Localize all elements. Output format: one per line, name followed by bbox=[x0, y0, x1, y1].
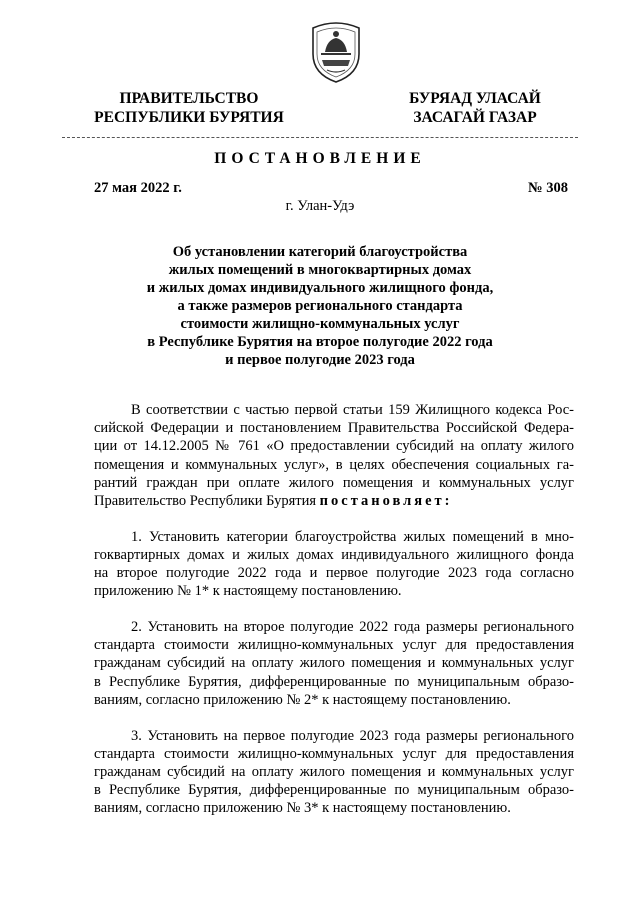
title-line: Об установлении категорий благоустройства bbox=[172, 244, 468, 260]
text-line: рантий граждан при оплате жилого помещения и коммунальных услуг bbox=[94, 474, 574, 491]
resolution-keyword: постановляет: bbox=[319, 493, 453, 510]
government-name-buryat bbox=[400, 89, 550, 127]
text-line: стандарта стоимости жилищно-коммунальных услуг для предоставления bbox=[94, 637, 574, 654]
text-line: помещения и коммунальных услуг», в целях обеспечения социальных га- bbox=[94, 456, 574, 473]
government-name-buryat-line2: ЗАСАГАЙ ГАЗАР bbox=[413, 109, 537, 126]
government-name-line2: РЕСПУБЛИКИ БУРЯТИЯ bbox=[94, 109, 284, 126]
document-type: ПОСТАНОВЛЕНИЕ bbox=[214, 150, 426, 167]
title-line: стоимости жилищно-коммунальных услуг bbox=[180, 316, 460, 332]
government-name-line1: ПРАВИТЕЛЬСТВО bbox=[119, 90, 259, 107]
clause-1-paragraph bbox=[94, 528, 574, 601]
text-line: ции от 14.12.2005 № 761 «О предоставлении субсидий на оплату жилого bbox=[94, 438, 574, 455]
text-line: стандарта стоимости жилищно-коммунальных услуг для предоставления bbox=[94, 745, 574, 762]
title-line: и жилых домах индивидуального жилищного фонда, bbox=[146, 280, 494, 296]
clause-2-paragraph bbox=[94, 618, 574, 709]
document-body bbox=[94, 401, 574, 835]
clause-3-paragraph bbox=[94, 727, 574, 818]
document-city: г. Улан-Удэ bbox=[285, 198, 355, 214]
text-line: ваниям, согласно приложению № 3* к настоящему постановлению. bbox=[94, 800, 511, 817]
text-line: сийской Федерации и постановлением Правительства Российской Федера- bbox=[94, 420, 574, 437]
government-name-buryat-line1: БУРЯАД УЛАСАЙ bbox=[409, 90, 541, 107]
document-number: № 308 bbox=[528, 180, 568, 196]
text-line: 3. Установить на первое полугодие 2023 года размеры регионального bbox=[131, 727, 574, 744]
title-line: жилых помещений в многоквартирных домах bbox=[168, 262, 472, 278]
text-line: ваниям, согласно приложению № 2* к настоящему постановлению. bbox=[94, 691, 511, 708]
text-line: гражданам субсидий на оплату жилого помещения и коммунальных услуг bbox=[94, 763, 574, 780]
document-title bbox=[100, 243, 540, 369]
text-line: 1. Установить категории благоустройства жилых помещений в мно- bbox=[131, 528, 574, 545]
header-divider bbox=[62, 137, 578, 138]
coat-of-arms-icon bbox=[307, 20, 365, 84]
text-line: гоквартирных домах и жилых домах индивидуального жилищного фонда bbox=[94, 546, 574, 563]
title-line: в Республике Бурятия на второе полугодие 2022 года bbox=[147, 334, 493, 350]
document-date: 27 мая 2022 г. bbox=[94, 180, 182, 196]
text-line: гражданам субсидий на оплату жилого помещения и коммунальных услуг bbox=[94, 655, 574, 672]
text-line: приложению № 1* к настоящему постановлению. bbox=[94, 583, 402, 600]
title-line: а также размеров регионального стандарта bbox=[177, 298, 463, 314]
resolution-prefix: Правительство Республики Бурятия bbox=[94, 493, 320, 510]
title-line: и первое полугодие 2023 года bbox=[225, 352, 415, 368]
text-line: в Республике Бурятия, дифференцированные по муниципальным образо- bbox=[94, 782, 574, 799]
government-name-russian bbox=[94, 89, 284, 127]
text-line: 2. Установить на второе полугодие 2022 года размеры регионального bbox=[131, 619, 574, 636]
text-line: на второе полугодие 2022 года и первое полугодие 2023 года согласно bbox=[94, 565, 574, 582]
preamble-paragraph bbox=[94, 401, 574, 510]
text-line bbox=[94, 492, 574, 510]
text-line: В соответствии с частью первой статьи 159 Жилищного кодекса Рос- bbox=[131, 402, 574, 418]
text-line: в Республике Бурятия, дифференцированные по муниципальным образо- bbox=[94, 673, 574, 690]
